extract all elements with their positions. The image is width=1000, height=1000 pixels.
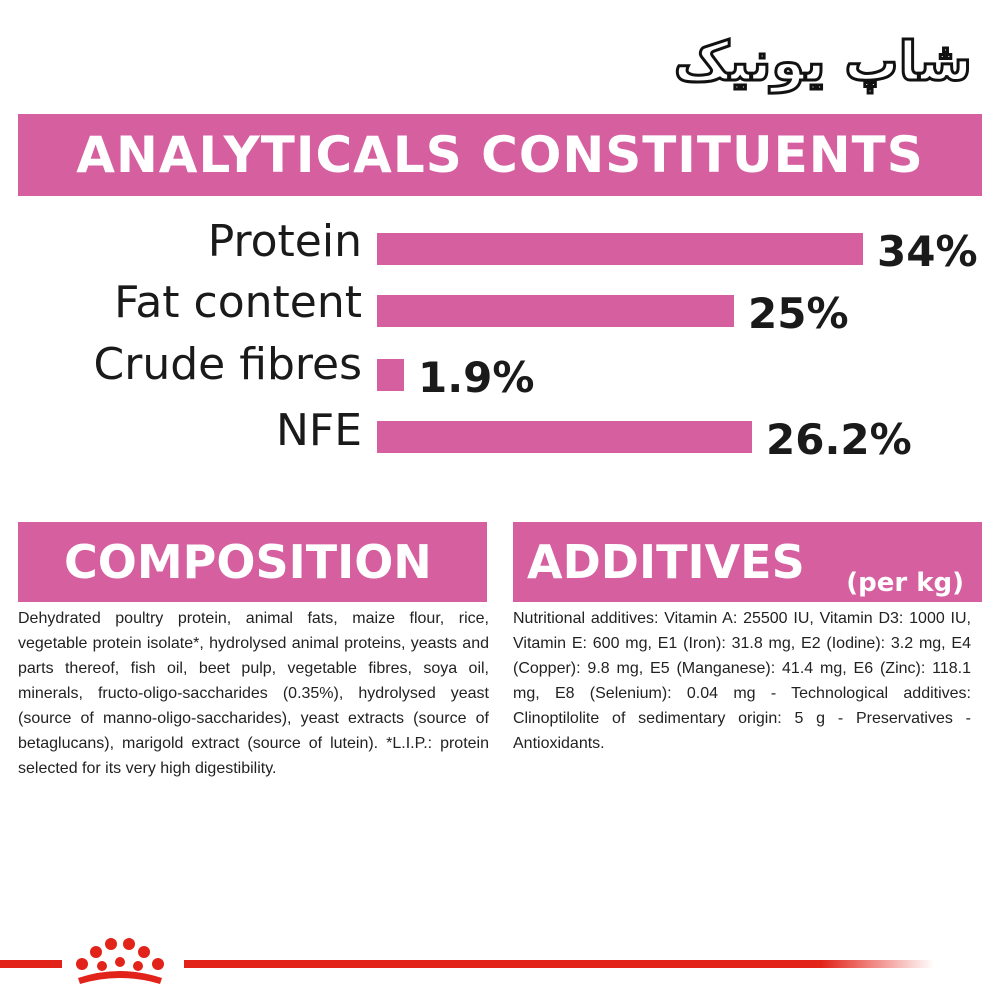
bar-fat [377,295,734,327]
footer-line-left [0,960,62,968]
analytical-title: ANALYTICALS CONSTITUENTS [18,114,982,196]
value-nfe: 26.2% [766,415,912,464]
additives-unit: (per kg) [846,568,964,598]
value-fat: 25% [748,289,849,338]
bar-fibres [377,359,404,391]
crown-icon [68,934,172,990]
additives-title: ADDITIVES [527,535,805,589]
footer-line-right [184,960,934,968]
value-fibres: 1.9% [418,353,535,402]
bar-nfe [377,421,752,453]
bar-protein [377,233,863,265]
row-label-protein: Protein [207,216,362,267]
composition-title: COMPOSITION [18,522,487,602]
row-label-nfe: NFE [275,405,362,456]
additives-banner [513,522,982,602]
row-label-fat: Fat content [114,277,362,328]
shop-logo: شاپ یونیک [673,30,972,93]
value-protein: 34% [877,227,978,276]
additives-text: Nutritional additives: Vitamin A: 25500 IU, Vitamin D3: 1000 IU, Vitamin E: 600 mg, E1 (Iron): 31.8 mg, E2 (Iodine): 3.2 mg, E4 (Copper): 9.8 mg, E5 (Manganese): 41.4 mg, E6 (Zinc): 118.1 mg, E8 (Selenium): 0.04 mg - Technological additives: Clinoptilolite of sedimentary origin: 5 g - Preservatives - Antioxidants. [513,610,971,752]
row-label-fibres: Crude fibres [93,339,362,390]
composition-text: Dehydrated poultry protein, animal fats, maize flour, rice, vegetable protein isolate*, hydrolysed animal proteins, yeasts and parts thereof, fish oil, beet pulp, vegetable fibres, soya oil, minerals, fructo-oligo-saccharides (0.35%), hydrolysed yeast (source of manno-oligo-saccharides), yeast extracts (source of betaglucans), marigold extract (source of lutein). *L.I.P.: protein selected for its very high digestibility. [18,610,489,777]
